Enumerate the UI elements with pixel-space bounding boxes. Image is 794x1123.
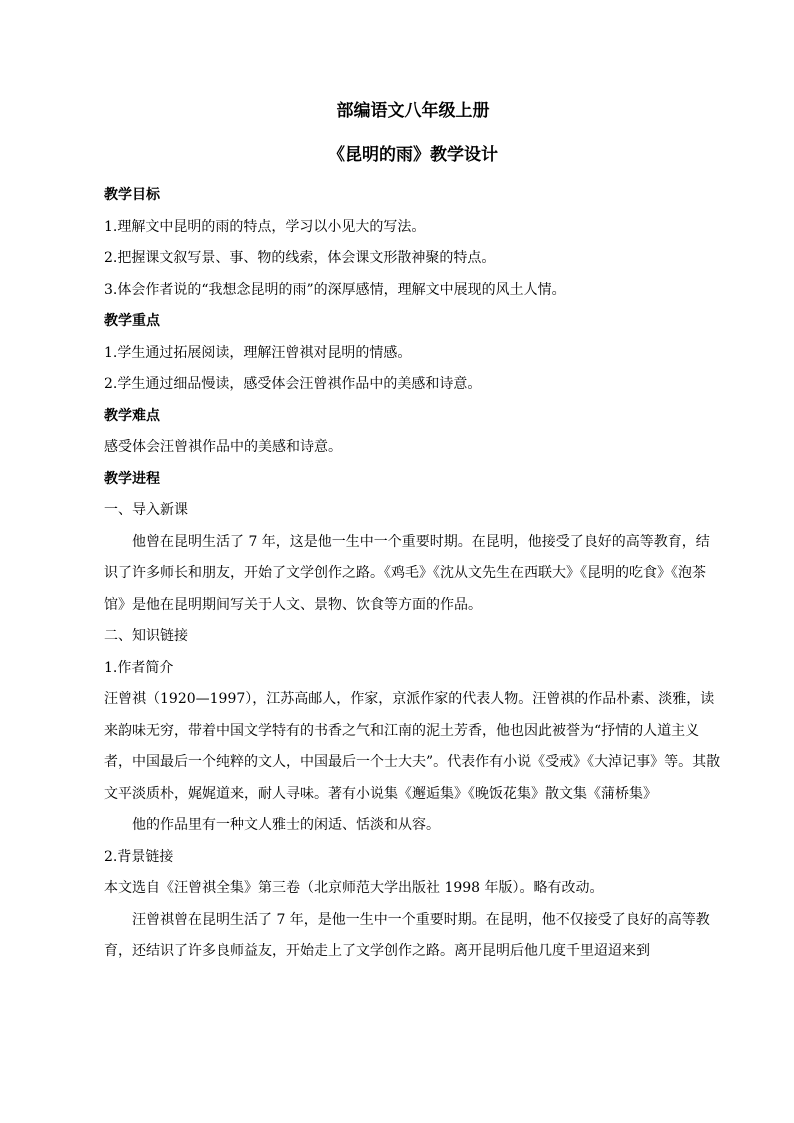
author-paragraph: 汪曾祺（1920—1997），江苏高邮人，作家，京派作家的代表人物。汪曾祺的作品朴素、淡雅，读来韵味无穷，带着中国文学特有的书香之气和江南的泥土芳香，他也因此被誉为“抒情的人道主义者，中国最后一个纯粹的文人，中国最后一个士大夫”。代表作有小说《受戒》《大淖记事》等。其散文平淡质朴，娓娓道来，耐人寻味。著有小说集《邂逅集》《晚饭花集》散文集《蒲桥集》 xyxy=(104,691,721,802)
background-source-paragraph: 本文选自《汪曾祺全集》第三卷（北京师范大学出版社 1998 年版）。略有改动。 xyxy=(104,880,604,896)
goal-item: 3.体会作者说的“我想念昆明的雨”的深厚感情，理解文中展现的风土人情。 xyxy=(104,281,566,298)
background-paragraph: 汪曾祺曾在昆明生活了 7 年，是他一生中一个重要时期。在昆明，他不仅接受了良好的高等教育，还结识了许多良师益友，开始走上了文学创作之路。离开昆明后他几度千里迢迢来到 xyxy=(104,911,710,959)
section-heading-process: 教学进程 xyxy=(104,470,160,487)
section-heading-difficulties: 教学难点 xyxy=(104,407,160,424)
subsection-title-knowledge: 二、知识链接 xyxy=(104,628,188,644)
subsection-title-intro: 一、导入新课 xyxy=(104,502,188,518)
sub-title-background: 2.背景链接 xyxy=(104,848,174,865)
difficulty-text: 感受体会汪曾祺作品中的美感和诗意。 xyxy=(104,439,342,455)
document-title: 部编语文八年级上册 xyxy=(336,101,490,121)
sub-title-author: 1.作者简介 xyxy=(104,659,174,676)
section-heading-goals: 教学目标 xyxy=(104,187,160,203)
section-heading-key-points: 教学重点 xyxy=(104,313,160,329)
intro-paragraph: 他曾在昆明生活了 7 年，这是他一生中一个重要时期。在昆明，他接受了良好的高等教育，结识了许多师长和朋友，开始了文学创作之路。《鸡毛》《沈从文先生在西联大》《昆明的吃食》《泡茶馆》是他在昆明期间写关于人文、景物、饮食等方面的作品。 xyxy=(104,533,710,613)
key-point-item: 2.学生通过细品慢读，感受体会汪曾祺作品中的美感和诗意。 xyxy=(104,376,482,392)
goal-item: 1.理解文中昆明的雨的特点，学习以小见大的写法。 xyxy=(104,218,426,235)
document-subtitle: 《昆明的雨》教学设计 xyxy=(328,145,498,165)
document-page xyxy=(104,100,722,968)
key-point-item: 1.学生通过拓展阅读，理解汪曾祺对昆明的情感。 xyxy=(104,344,412,361)
goal-item: 2.把握课文叙写景、事、物的线索，体会课文形散神聚的特点。 xyxy=(104,250,496,266)
author-style-paragraph: 他的作品里有一种文人雅士的闲适、恬淡和从容。 xyxy=(132,817,440,833)
